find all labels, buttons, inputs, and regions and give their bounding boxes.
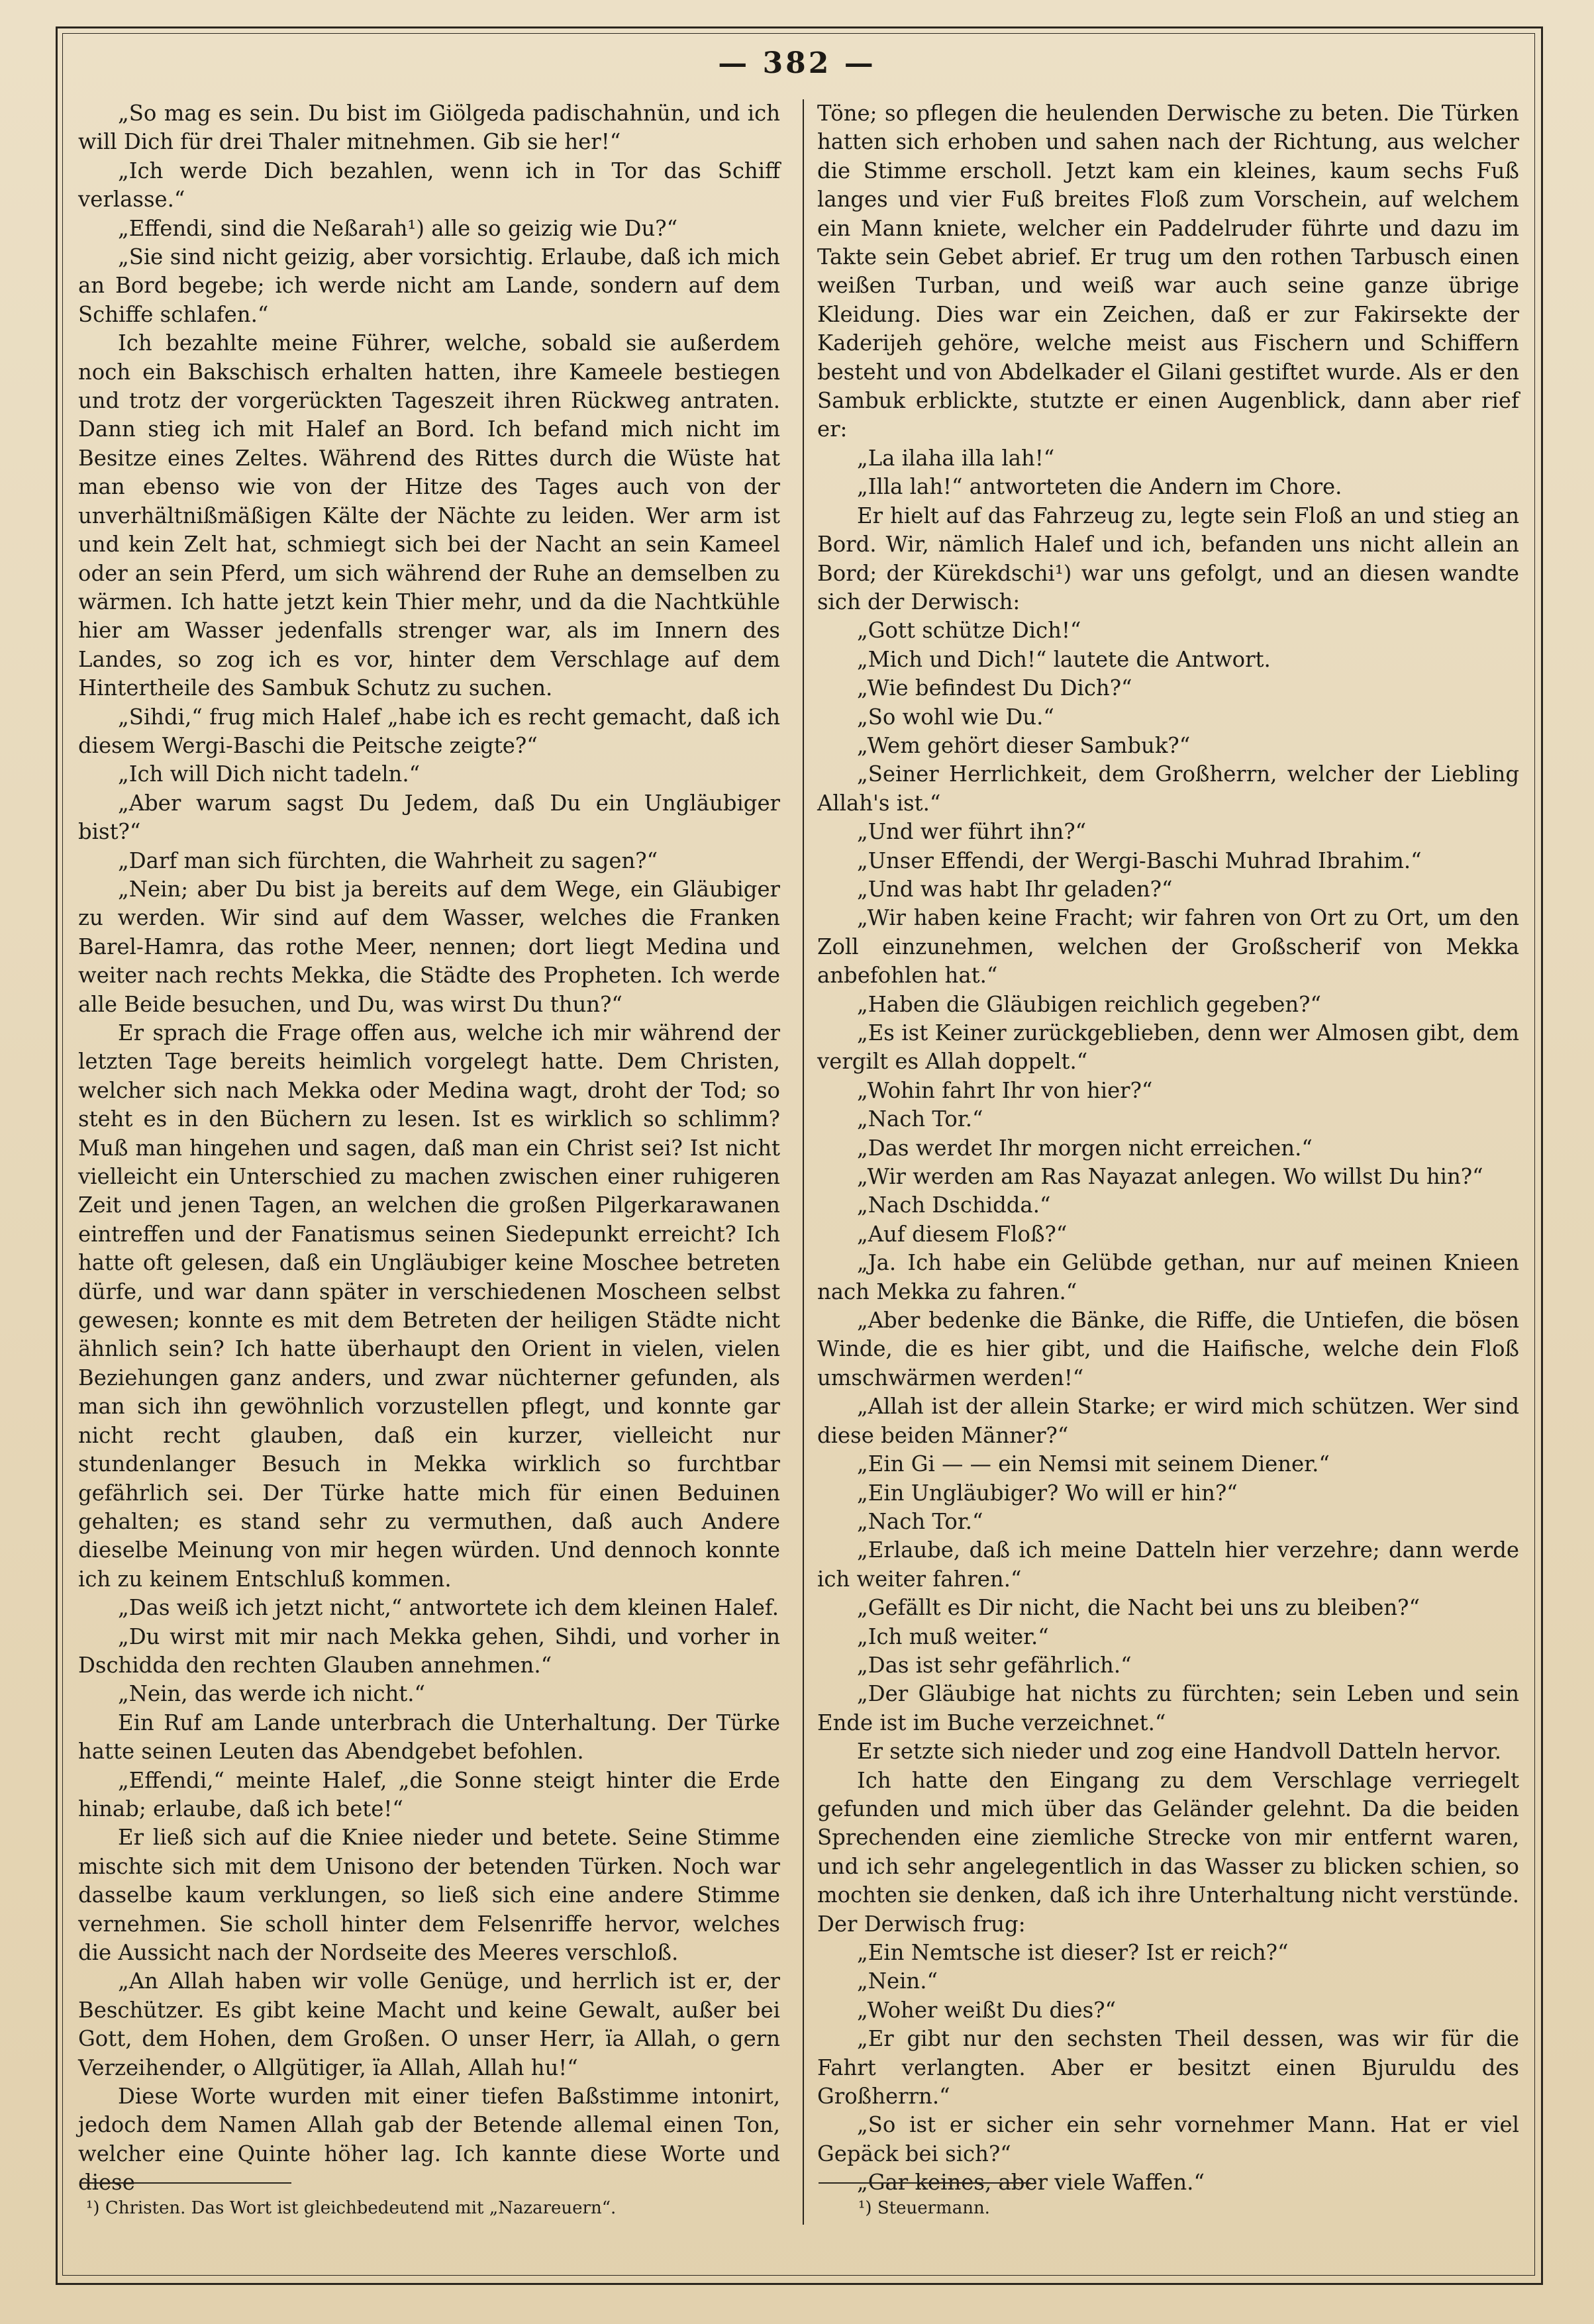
paragraph: „Effendi, sind die Neßarah¹) alle so geizig wie Du?“ (118, 215, 678, 241)
paragraph: „Gefällt es Dir nicht, die Nacht bei uns zu bleiben?“ (857, 1595, 1420, 1621)
left-column (78, 99, 780, 2198)
paragraph: „Effendi,“ meinte Halef, „die Sonne steigt hinter die Erde hinab; erlaube, daß ich bete!“ (78, 1767, 780, 1821)
paragraph: „Ja. Ich habe ein Gelübde gethan, nur auf meinen Knieen nach Mekka zu fahren.“ (817, 1250, 1519, 1304)
paragraph: „Wie befindest Du Dich?“ (857, 675, 1132, 701)
paragraph: Er setzte sich nieder und zog eine Handvoll Datteln hervor. (857, 1739, 1502, 1765)
paragraph: „An Allah haben wir volle Genüge, und herrlich ist er, der Beschützer. Es gibt keine Macht und keine Gewalt, außer bei Gott, dem Hohen, dem Großen. O unser Herr, ïa Allah, o gern Verzeihender, o Allgütiger, ïa Allah, Allah hu!“ (78, 1968, 780, 2080)
paragraph: „Aber bedenke die Bänke, die Riffe, die Untiefen, die bösen Winde, die es hier gibt, und die Haifische, welche dein Floß umschwärmen werden!“ (817, 1308, 1519, 1390)
paragraph: „Wir haben keine Fracht; wir fahren von Ort zu Ort, um den Zoll einzunehmen, welchen der Großscherif von Mekka anbefohlen hat.“ (817, 905, 1519, 989)
paragraph: „Auf diesem Floß?“ (857, 1221, 1068, 1247)
footnote-rule-right (819, 2182, 1030, 2184)
paragraph: „Nein.“ (857, 1968, 938, 1994)
paragraph: „Und was habt Ihr geladen?“ (857, 876, 1173, 902)
paragraph: Er ließ sich auf die Kniee nieder und betete. Seine Stimme mischte sich mit dem Unisono der betenden Türken. Noch war dasselbe kaum verklungen, so ließ sich eine andere Stimme vernehmen. Sie scholl hinter dem Felsenriffe hervor, welches die Aussicht nach der Nordseite des Meeres verschloß. (78, 1825, 780, 1965)
right-column (817, 99, 1519, 2198)
paragraph: „Nach Tor.“ (857, 1106, 983, 1132)
paragraph: „La ilaha illa lah!“ (857, 445, 1055, 471)
paragraph: „Ein Ungläubiger? Wo will er hin?“ (857, 1480, 1238, 1506)
footnote-rule-left (79, 2182, 291, 2184)
paragraph: „Illa lah!“ antworteten die Andern im Chore. (857, 474, 1342, 500)
paragraph: „Er gibt nur den sechsten Theil dessen, was wir für die Fahrt verlangten. Aber er besitzt einen Bjuruldu des Großherrn.“ (817, 2026, 1519, 2109)
paragraph: „Nach Tor.“ (857, 1508, 983, 1534)
paragraph: „So wohl wie Du.“ (857, 704, 1054, 730)
paragraph: Er sprach die Frage offen aus, welche ich mir während der letzten Tage bereits heimlich vorgelegt hatte. Dem Christen, welcher sich nach Mekka oder Medina wagt, droht der Tod; so steht es in den Büchern zu lesen. Ist es wirklich so schlimm? Muß man hingehen und sagen, daß man ein Christ sei? Ist nicht vielleicht ein Unterschied zu machen zwischen einer ruhigeren Zeit und jenen Tagen, an welchen die großen Pilgerkarawanen eintreffen und der Fanatismus seinen Siedepunkt erreicht? Ich hatte oft gelesen, daß ein Ungläubiger keine Moschee betreten dürfe, und war dann später in verschiedenen Moscheen selbst gewesen; konnte es mit dem Betreten der heiligen Städte nicht ähnlich sein? Ich hatte überhaupt den Orient in vielen, vielen Beziehungen ganz anders, und zwar nüchterner gefunden, als man sich ihn gewöhnlich vorzustellen pflegt, und konnte gar nicht recht glauben, daß ein kurzer, vielleicht nur stundenlanger Besuch in Mekka wirklich so furchtbar gefährlich sei. Der Türke hatte mich für einen Beduinen gehalten; es stand sehr zu vermuthen, daß auch Andere dieselbe Meinung von mir hegen würden. Und dennoch konnte ich zu keinem Entschluß kommen. (78, 1020, 780, 1592)
paragraph: „Ein Nemtsche ist dieser? Ist er reich?“ (857, 1940, 1289, 1965)
paragraph: „Es ist Keiner zurückgeblieben, denn wer Almosen gibt, dem vergilt es Allah doppelt.“ (817, 1020, 1519, 1075)
paragraph: „Aber warum sagst Du Jedem, daß Du ein Ungläubiger bist?“ (78, 790, 780, 845)
paragraph: „Das werdet Ihr morgen nicht erreichen.“ (857, 1135, 1313, 1161)
paragraph: „Mich und Dich!“ lautete die Antwort. (857, 646, 1271, 672)
paragraph: „Nein; aber Du bist ja bereits auf dem Wege, ein Gläubiger zu werden. Wir sind auf dem Wasser, welches die Franken Barel-Hamra, das rothe Meer, nennen; dort liegt Medina und weiter nach rechts Mekka, die Städte des Propheten. Ich werde alle Beide besuchen, und Du, was wirst Du thun?“ (78, 876, 780, 1017)
paragraph: „Das ist sehr gefährlich.“ (857, 1652, 1132, 1678)
paragraph: Ein Ruf am Lande unterbrach die Unterhaltung. Der Türke hatte seinen Leuten das Abendgebet befohlen. (78, 1710, 780, 1765)
paragraph: „Nein, das werde ich nicht.“ (118, 1681, 426, 1707)
paragraph: „Wohin fahrt Ihr von hier?“ (857, 1077, 1153, 1103)
paragraph: „So ist er sicher ein sehr vornehmer Mann. Hat er viel Gepäck bei sich?“ (817, 2112, 1519, 2166)
paragraph: „Sihdi,“ frug mich Halef „habe ich es recht gemacht, daß ich diesem Wergi-Baschi die Peitsche zeigte?“ (78, 704, 780, 758)
paragraph: „Das weiß ich jetzt nicht,“ antwortete ich dem kleinen Halef. (118, 1595, 779, 1621)
paragraph: Er hielt auf das Fahrzeug zu, legte sein Floß an und stieg an Bord. Wir, nämlich Halef und ich, befanden uns nicht allein an Bord; der Kürekdschi¹) war uns gefolgt, und an diesen wandte sich der Derwisch: (817, 503, 1519, 614)
paragraph: „Du wirst mit mir nach Mekka gehen, Sihdi, und vorher in Dschidda den rechten Glauben annehmen.“ (78, 1623, 780, 1678)
paragraph: „Sie sind nicht geizig, aber vorsichtig. Erlaube, daß ich mich an Bord begebe; ich werde nicht am Lande, sondern auf dem Schiffe schlafen.“ (78, 244, 780, 327)
paragraph: „Haben die Gläubigen reichlich gegeben?“ (857, 991, 1322, 1017)
paragraph: „Ich muß weiter.“ (857, 1623, 1049, 1649)
paragraph: „Darf man sich fürchten, die Wahrheit zu sagen?“ (118, 847, 658, 873)
paragraph: „Wem gehört dieser Sambuk?“ (857, 732, 1191, 758)
paragraph: „Allah ist der allein Starke; er wird mich schützen. Wer sind diese beiden Männer?“ (817, 1394, 1519, 1448)
paragraph: Ich hatte den Eingang zu dem Verschlage verriegelt gefunden und mich über das Geländer gelehnt. Da die beiden Sprechenden eine ziemliche Strecke von mir entfernt waren, und ich sehr angelegentlich in das Wasser zu blicken schien, so mochten sie denken, daß ich ihre Unterhaltung nicht verstünde. Der Derwisch frug: (817, 1767, 1519, 1937)
paragraph: Ich bezahlte meine Führer, welche, sobald sie außerdem noch ein Bakschisch erhalten hatten, ihre Kameele bestiegen und trotz der vorgerückten Tageszeit ihren Rückweg antraten. Dann stieg ich mit Halef an Bord. Ich befand mich nicht im Besitze eines Zeltes. Während des Rittes durch die Wüste hat man ebenso wie von der Hitze des Tages auch von der unverhältnißmäßigen Kälte der Nächte zu leiden. Wer arm ist und kein Zelt hat, schmiegt sich bei der Nacht an sein Kameel oder an sein Pferd, um sich während der Ruhe an demselben zu wärmen. Ich hatte jetzt kein Thier mehr, und da die Nachtkühle hier am Wasser jedenfalls strenger war, als im Innern des Landes, so zog ich es vor, hinter dem Verschlage auf dem Hintertheile des Sambuk Schutz zu suchen. (78, 330, 780, 701)
paragraph: „Woher weißt Du dies?“ (857, 1997, 1117, 2023)
paragraph: „Ein Gi — — ein Nemsi mit seinem Diener.“ (857, 1451, 1330, 1477)
paragraph: „Seiner Herrlichkeit, dem Großherrn, welcher der Liebling Allah's ist.“ (817, 761, 1519, 816)
paragraph: „Ich will Dich nicht tadeln.“ (118, 761, 421, 787)
paragraph: „Wir werden am Ras Nayazat anlegen. Wo willst Du hin?“ (857, 1164, 1483, 1190)
paragraph: „Gar keines, aber viele Waffen.“ (857, 2170, 1205, 2196)
footnote-right: ¹) Steuermann. (858, 2198, 990, 2218)
paragraph: „Erlaube, daß ich meine Datteln hier verzehre; dann werde ich weiter fahren.“ (817, 1537, 1519, 1592)
paragraph: „Und wer führt ihn?“ (857, 819, 1087, 845)
paragraph: Diese Worte wurden mit einer tiefen Baßstimme intonirt, jedoch dem Namen Allah gab der Betende allemal einen Ton, welcher eine Quinte höher lag. Ich kannte diese Worte und diese (78, 2084, 780, 2196)
paragraph: „Ich werde Dich bezahlen, wenn ich in Tor das Schiff verlasse.“ (78, 158, 780, 213)
page-number: — 382 — (718, 46, 876, 80)
paragraph: „Nach Dschidda.“ (857, 1192, 1051, 1218)
footnote-left: ¹) Christen. Das Wort ist gleichbedeutend mit „Nazareuern“. (86, 2198, 617, 2218)
paragraph: „Der Gläubige hat nichts zu fürchten; sein Leben und sein Ende ist im Buche verzeichnet.“ (817, 1681, 1519, 1735)
paragraph: „So mag es sein. Du bist im Giölgeda padischahnün, und ich will Dich für drei Thaler mitnehmen. Gib sie her!“ (78, 101, 780, 155)
paragraph: „Unser Effendi, der Wergi-Baschi Muhrad Ibrahim.“ (857, 847, 1422, 873)
column-divider (803, 99, 804, 2225)
paragraph: „Gott schütze Dich!“ (857, 618, 1081, 644)
paragraph: Töne; so pflegen die heulenden Derwische zu beten. Die Türken hatten sich erhoben und sahen nach der Richtung, aus welcher die Stimme erscholl. Jetzt kam ein kleines, kaum sechs Fuß langes und vier Fuß breites Floß zum Vorschein, auf welchem ein Mann kniete, welcher ein Paddelruder führte und dazu im Takte sein Gebet abrief. Er trug um den rothen Tarbusch einen weißen Turban, und weiß war auch seine ganze übrige Kleidung. Dies war ein Zeichen, daß er zur Fakirsekte der Kaderijeh gehöre, welche meist aus Fischern und Schiffern besteht und von Abdelkader el Gilani gestiftet wurde. Als er den Sambuk erblickte, stutzte er einen Augenblick, dann aber rief er: (817, 101, 1519, 442)
